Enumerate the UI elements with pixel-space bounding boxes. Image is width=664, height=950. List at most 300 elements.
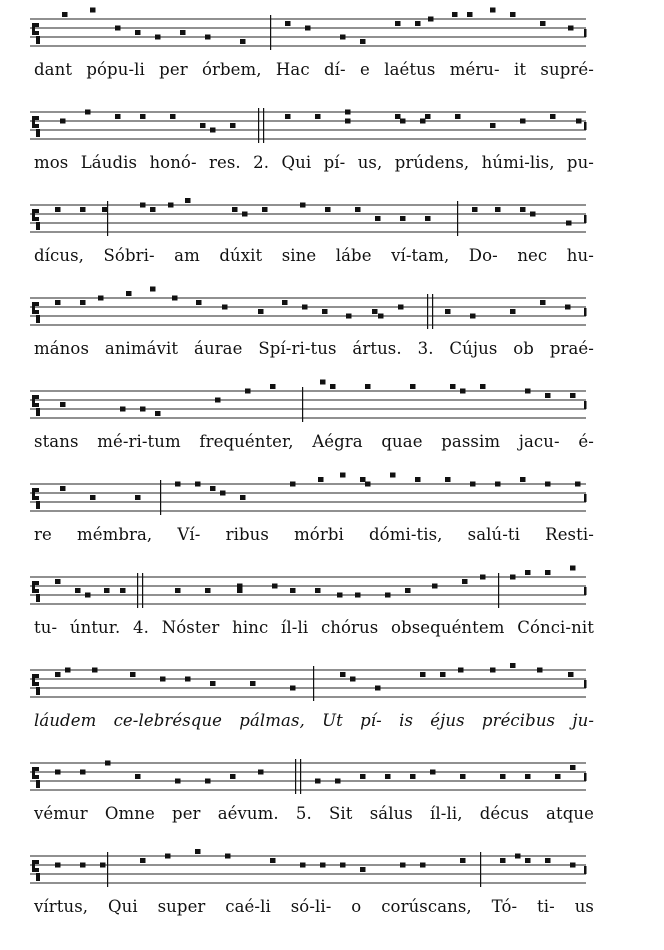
neume-note [470,482,476,487]
lyric-word: Resti- [545,525,594,544]
neume-note [525,570,531,575]
neume-note [346,314,352,319]
neume-note [210,486,216,491]
lyric-word: órbem, [201,60,262,79]
custos-mark [584,587,587,595]
chant-system [0,376,664,468]
neume-note [385,593,391,598]
neume-note [196,300,202,305]
bar-line [270,15,271,50]
neume-note [340,863,346,868]
chant-system [0,4,664,96]
neume-note [55,207,61,212]
neume-note [525,774,531,779]
neume-note [60,486,66,491]
neume-note [237,584,243,589]
neume-note [430,770,436,775]
lyric-word: íl-li, [430,804,463,823]
bar-line [480,852,481,887]
neume-note [210,681,216,686]
neume-note [452,12,458,17]
neume-note [315,114,321,119]
neume-note [495,207,501,212]
lyric-word: pálmas, [239,711,305,730]
staff [0,283,664,335]
neume-note [510,12,516,17]
neume-note [520,119,526,124]
lyric-word: Spí-ri-tus [258,339,337,358]
double-bar [295,759,296,794]
neume-note [480,384,486,389]
neume-note [258,309,264,314]
lyric-line [34,711,594,737]
neume-note [460,858,466,863]
neume-note [150,287,156,292]
lyric-word: per [159,60,188,79]
neume-note [355,593,361,598]
neume-note [80,300,86,305]
lyric-word: am [174,246,200,265]
neume-note [345,119,351,124]
neume-note [570,566,576,571]
neume-note [285,21,291,26]
neume-note [120,407,126,412]
lyric-word: pí- [323,153,346,172]
lyric-word: us, [357,153,383,172]
neume-note [420,672,426,677]
neume-note [415,477,421,482]
custos-mark [584,866,587,874]
neume-note [90,8,96,13]
neume-note [500,774,506,779]
neume-note [185,198,191,203]
bar-line [107,201,108,236]
neume-note [240,495,246,500]
lyric-word: dícus, [34,246,85,265]
neume-note [550,114,556,119]
double-bar [263,108,264,143]
neume-note [325,207,331,212]
chant-system [0,283,664,375]
neume-note [115,114,121,119]
neume-note [272,584,278,589]
neume-note [245,389,251,394]
double-bar [258,108,259,143]
lyric-word: honó- [149,153,197,172]
neume-note [410,384,416,389]
custos-mark [584,215,587,223]
neume-note [340,35,346,40]
neume-note [340,473,346,478]
lyric-word: áurae [194,339,243,358]
neume-note [290,482,296,487]
lyric-line [34,432,594,458]
bar-line [107,852,108,887]
neume-note [495,482,501,487]
lyric-word: prúdens, [394,153,470,172]
lyric-word: Do- [468,246,498,265]
neume-note [420,119,426,124]
lyric-word: quae [381,432,423,451]
bar-line [313,666,314,701]
neume-note [168,203,174,208]
neume-note [80,770,86,775]
c-clef-icon [32,23,40,44]
neume-note [570,863,576,868]
lyric-word: praé- [549,339,594,358]
lyric-word: jacu- [518,432,560,451]
neume-note [222,305,228,310]
neume-note [537,668,543,673]
neume-note [445,477,451,482]
neume-note [262,207,268,212]
neume-note [450,384,456,389]
neume-note [425,216,431,221]
neume-note [200,123,206,128]
lyric-word: laétus [384,60,436,79]
neume-note [315,779,321,784]
lyric-word: us [574,897,594,916]
neume-note [215,398,221,403]
neume-note [302,305,308,310]
neume-note [322,309,328,314]
c-clef-icon [32,302,40,323]
lyric-word: per [172,804,201,823]
lyric-word: Cújus [449,339,498,358]
custos-mark [584,29,587,37]
neume-note [175,482,181,487]
neume-note [320,380,326,385]
bar-line [498,573,499,608]
staff [0,97,664,149]
double-bar [137,573,138,608]
neume-note [237,588,243,593]
neume-note [55,300,61,305]
lyric-word: Ut [322,711,343,730]
neume-note [220,491,226,496]
neume-note [85,593,91,598]
lyric-line [34,897,594,923]
chant-system [0,97,664,189]
lyric-word: ti- [537,897,555,916]
lyric-word: Qui [108,897,138,916]
lyric-word: passim [441,432,501,451]
neume-note [258,770,264,775]
double-bar [142,573,143,608]
lyric-word: úntur. [69,618,121,637]
neume-note [365,482,371,487]
neume-note [90,495,96,500]
neume-note [305,26,311,31]
c-clef-icon [32,674,40,695]
neume-note [545,482,551,487]
lyric-word: décus [479,804,529,823]
neume-note [530,212,536,217]
lyric-word: ártus. [352,339,402,358]
double-bar [432,294,433,329]
custos-mark [584,308,587,316]
neume-note [415,21,421,26]
neume-note [520,477,526,482]
neume-note [172,296,178,301]
lyric-word: húmi-lis, [481,153,555,172]
neume-note [545,858,551,863]
lyric-word: stans [34,432,79,451]
staff [0,655,664,707]
neume-note [566,221,572,226]
neume-note [85,110,91,115]
lyric-word: ob [513,339,534,358]
neume-note [170,114,176,119]
bar-line [160,480,161,515]
neume-note [175,779,181,784]
lyric-word: méru- [449,60,500,79]
neume-note [300,203,306,208]
staff [0,190,664,242]
neume-note [432,584,438,589]
lyric-word: nec [517,246,548,265]
neume-note [490,8,496,13]
custos-mark [584,401,587,409]
neume-note [98,296,104,301]
neume-note [230,774,236,779]
neume-note [55,672,61,677]
neume-note [390,473,396,478]
neume-note [525,389,531,394]
lyric-word: vémur [34,804,88,823]
neume-note [440,672,446,677]
neume-note [62,12,68,17]
custos-mark [584,680,587,688]
chant-system [0,841,664,933]
lyric-word: re [34,525,52,544]
neume-note [60,402,66,407]
neume-note [545,570,551,575]
neume-note [120,588,126,593]
lyric-word: ví-tam, [391,246,450,265]
neume-note [400,216,406,221]
lyric-word: ju- [572,711,594,730]
neume-note [395,114,401,119]
neume-note [60,119,66,124]
neume-note [460,389,466,394]
lyric-word: éjus [430,711,465,730]
neume-note [575,482,581,487]
lyric-word: Hac [275,60,310,79]
neume-note [185,677,191,682]
neume-note [126,291,132,296]
neume-note [510,309,516,314]
neume-note [372,309,378,314]
neume-note [205,779,211,784]
neume-note [337,593,343,598]
neume-note [242,212,248,217]
bar-line [457,201,458,236]
neume-note [490,123,496,128]
neume-note [568,672,574,677]
neume-note [135,495,141,500]
neume-note [92,668,98,673]
lyric-word: sine [281,246,317,265]
neume-note [425,114,431,119]
lyric-word: super [157,897,206,916]
c-clef-icon [32,116,40,137]
neume-note [155,35,161,40]
neume-note [520,207,526,212]
lyric-word: corúscans, [381,897,472,916]
neume-note [360,867,366,872]
lyric-word: Tó- [491,897,518,916]
lyric-word: Sit [329,804,353,823]
neume-note [490,668,496,673]
lyric-line [34,60,594,86]
neume-note [360,477,366,482]
staff [0,748,664,800]
neume-note [568,26,574,31]
neume-note [80,207,86,212]
neume-note [525,858,531,863]
lyric-word: Láudis [80,153,138,172]
lyric-word: 4. [133,618,149,637]
neume-note [410,774,416,779]
staff [0,469,664,521]
lyric-word: ribus [225,525,269,544]
neume-note [210,128,216,133]
lyric-word: mos [34,153,69,172]
lyric-line [34,525,594,551]
neume-note [570,765,576,770]
neume-note [135,774,141,779]
neume-note [375,686,381,691]
neume-note [445,309,451,314]
neume-note [318,477,324,482]
neume-note [140,203,146,208]
neume-note [515,854,521,859]
neume-note [270,858,276,863]
neume-note [205,588,211,593]
neume-note [155,411,161,416]
neume-note [55,579,61,584]
neume-note [130,672,136,677]
c-clef-icon [32,488,40,509]
custos-mark [584,494,587,502]
c-clef-icon [32,395,40,416]
lyric-word: dí- [324,60,346,79]
chant-system [0,190,664,282]
lyric-line [34,618,594,644]
staff [0,562,664,614]
neume-note [510,663,516,668]
neume-note [576,119,582,124]
lyric-word: Ví- [177,525,201,544]
neume-note [140,858,146,863]
neume-note [140,407,146,412]
lyric-word: Omne [104,804,155,823]
lyric-word: mé-ri-tum [97,432,181,451]
lyric-word: mémbra, [76,525,153,544]
staff [0,376,664,428]
neume-note [270,384,276,389]
neume-note [290,686,296,691]
lyric-word: Aégra [312,432,363,451]
lyric-word: salú-ti [467,525,521,544]
neume-note [480,575,486,580]
neume-note [320,863,326,868]
lyric-word: Nóster [161,618,220,637]
neume-note [105,761,111,766]
neume-note [510,575,516,580]
neume-note [462,579,468,584]
lyric-word: hinc [232,618,269,637]
lyric-word: frequénter, [199,432,294,451]
lyric-word: caé-li [225,897,271,916]
neume-note [240,39,246,44]
neume-note [195,482,201,487]
chant-system [0,655,664,747]
lyric-line [34,804,594,830]
neume-note [115,26,121,31]
neume-note [195,849,201,854]
lyric-word: é- [578,432,594,451]
neume-note [375,216,381,221]
lyric-word: e [360,60,370,79]
neume-note [100,863,106,868]
lyric-word: lábe [335,246,372,265]
neume-note [180,30,186,35]
lyric-word: pópu-li [86,60,145,79]
neume-note [80,863,86,868]
neume-note [135,30,141,35]
neume-note [365,384,371,389]
lyric-word: láudem [34,711,97,730]
chant-system [0,748,664,840]
neume-note [378,314,384,319]
neume-note [250,681,256,686]
neume-note [102,207,108,212]
neume-note [455,114,461,119]
lyric-word: it [514,60,527,79]
c-clef-icon [32,860,40,881]
neume-note [150,207,156,212]
neume-note [205,35,211,40]
neume-note [165,854,171,859]
lyric-word: tu- [34,618,58,637]
c-clef-icon [32,209,40,230]
lyric-word: animávit [104,339,179,358]
neume-note [65,668,71,673]
neume-note [290,588,296,593]
lyric-word: íl-li [281,618,309,637]
neume-note [500,858,506,863]
lyric-word: aévum. [217,804,279,823]
neume-note [540,21,546,26]
double-bar [300,759,301,794]
neume-note [104,588,110,593]
neume-note [315,588,321,593]
neume-note [225,854,231,859]
lyric-word: Qui [281,153,312,172]
neume-note [545,393,551,398]
neume-note [400,119,406,124]
neume-note [540,300,546,305]
lyric-word: 5. [295,804,312,823]
neume-note [140,114,146,119]
lyric-word: supré- [540,60,594,79]
neume-note [405,588,411,593]
lyric-word: vírtus, [34,897,89,916]
neume-note [160,677,166,682]
neume-note [395,21,401,26]
